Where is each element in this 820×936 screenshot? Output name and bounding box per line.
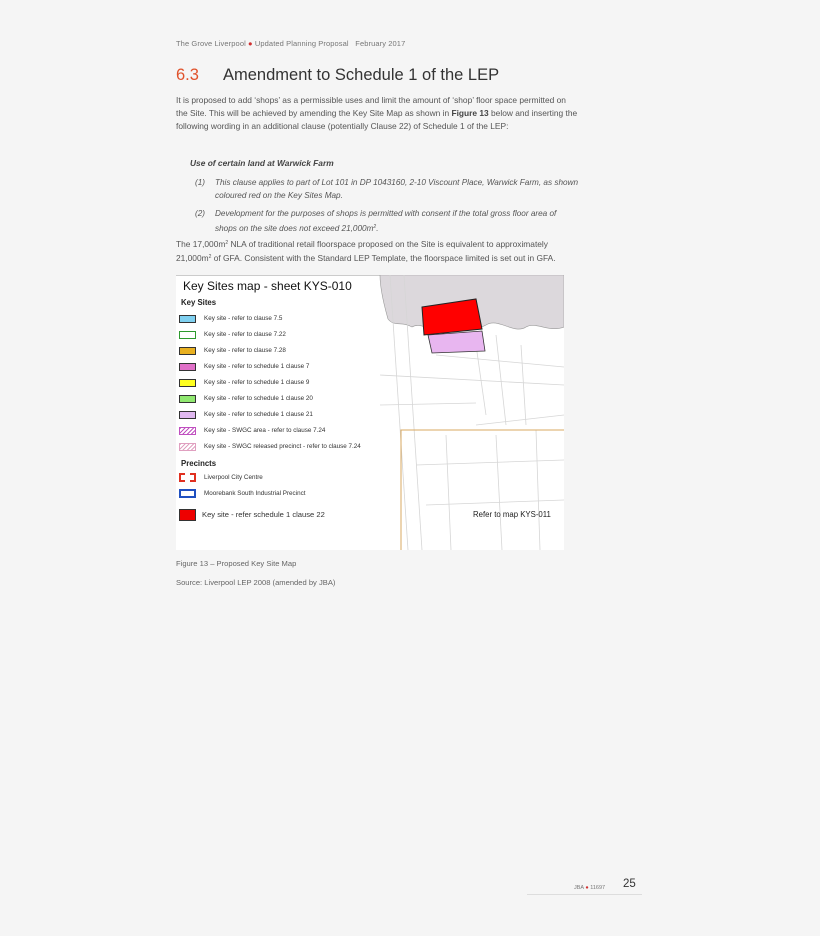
clause-2: (2) Development for the purposes of shops is permitted with consent if the total gross floor area of shops on the site does not exceed $21,000m^2$.	[195, 209, 557, 233]
legend-item: Key site - SWGC area - refer to clause 7.24	[179, 425, 325, 436]
legend-swatch	[179, 443, 196, 451]
legend-item-clause-22: Key site - refer schedule 1 clause 22	[179, 509, 325, 520]
bullet-dot: ●	[248, 39, 253, 48]
clause-1: (1) This clause applies to part of Lot 101 in DP 1043160, 2-10 Viscount Place, Warwick Farm, as shown coloured red on the Key Sites Map.	[195, 178, 579, 200]
precincts-heading: Precincts	[181, 459, 217, 468]
refer-map-note: Refer to map KYS-011	[473, 510, 551, 519]
page-number: 25	[623, 878, 636, 890]
legend-swatch	[179, 427, 196, 435]
precinct-swatch	[179, 489, 196, 498]
running-header: The Grove Liverpool ● Updated Planning Proposal February 2017	[176, 39, 406, 48]
clause-heading: Use of certain land at Warwick Farm	[190, 158, 334, 168]
legend-item: Key site - refer to schedule 1 clause 7	[179, 361, 309, 372]
swatch-red	[179, 509, 196, 521]
legend-swatch	[179, 395, 196, 403]
section-title: Amendment to Schedule 1 of the LEP	[223, 66, 500, 84]
key-sites-heading: Key Sites	[181, 298, 217, 307]
legend-item: Key site - refer to schedule 1 clause 20	[179, 393, 313, 404]
legend-swatch	[179, 379, 196, 387]
precinct-swatch	[179, 473, 196, 482]
legend-item: Key site - SWGC released precinct - refer to clause 7.24	[179, 441, 361, 452]
legend-swatch	[179, 347, 196, 355]
figure-source: Source: Liverpool LEP 2008 (amended by JBA)	[176, 578, 336, 587]
precinct-item: Liverpool City Centre	[179, 472, 263, 483]
key-site-clause-21	[428, 331, 485, 353]
legend-item: Key site - refer to schedule 1 clause 21	[179, 409, 313, 420]
figure-caption: Figure 13 – Proposed Key Site Map	[176, 559, 297, 568]
section-heading	[176, 66, 499, 85]
legend-swatch	[179, 363, 196, 371]
section-number: 6.3	[176, 66, 199, 84]
legend-swatch	[179, 331, 196, 339]
legend-item: Key site - refer to clause 7.5	[179, 313, 282, 324]
legend-item: Key site - refer to clause 7.22	[179, 329, 286, 340]
legend-swatch	[179, 411, 196, 419]
legend-item: Key site - refer to clause 7.28	[179, 345, 286, 356]
gfa-paragraph: The $17,000m^2$ NLA of traditional retail floorspace proposed on the Site is equivalent to approximately $21,000m^2$ of GFA. Consistent with the Standard LEP Template, the floorspace limited is set out in GFA.	[176, 239, 556, 263]
legend-swatch	[179, 315, 196, 323]
figure-reference: Figure 13	[451, 107, 489, 118]
intro-paragraph: It is proposed to add ‘shops’ as a permissible uses and limit the amount of ‘shop’ floor space permitted on the Site. This will be achieved by amending the Key Site Map as shown in Figure 13 below and inserting the following wording in an additional clause (potentially Clause 22) of Schedule 1 of the LEP:	[176, 95, 578, 131]
page-footer: JBA ● 11697 25	[527, 878, 642, 895]
precinct-item: Moorebank South Industrial Precinct	[179, 488, 306, 499]
legend-item: Key site - refer to schedule 1 clause 9	[179, 377, 309, 388]
map-title: Key Sites map - sheet KYS-010	[183, 279, 352, 293]
